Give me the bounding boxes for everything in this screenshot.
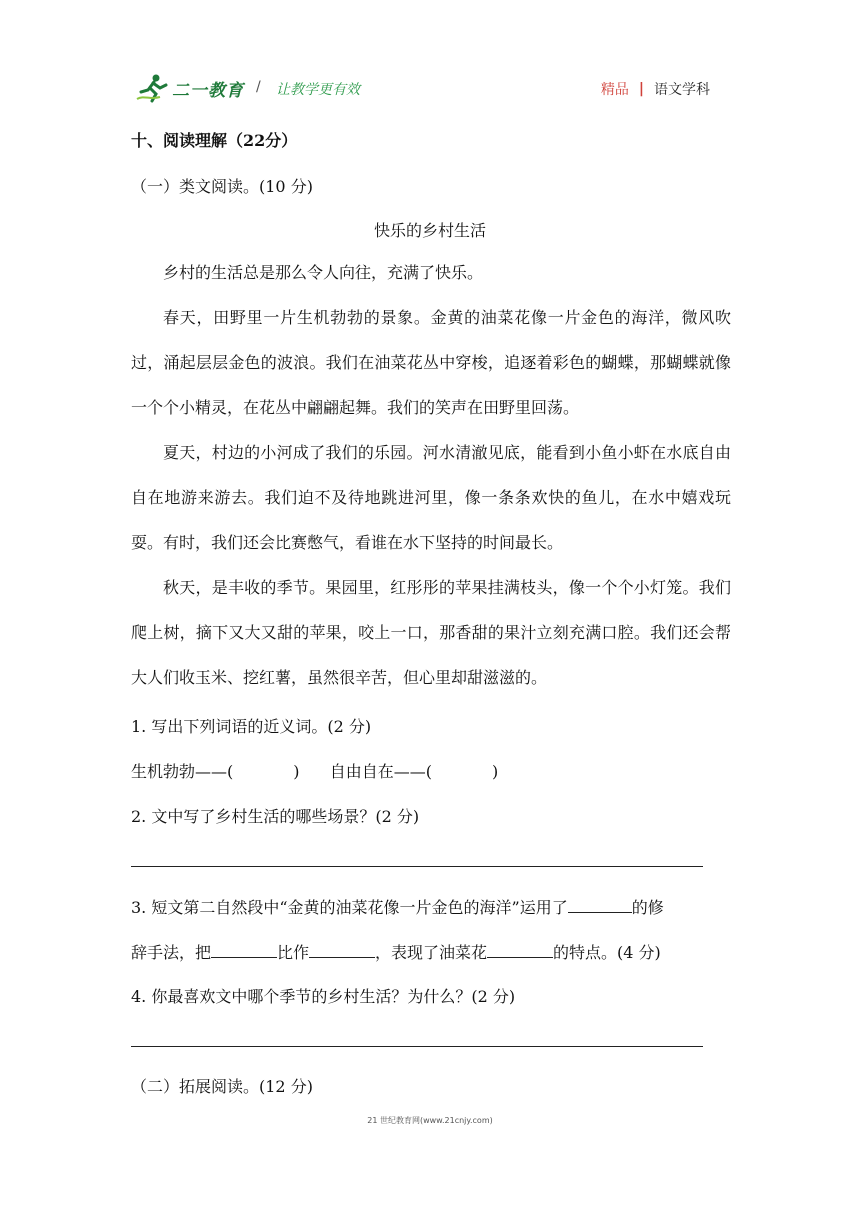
subject-badge bbox=[601, 79, 710, 99]
logo bbox=[136, 70, 244, 106]
q3-blank-feature[interactable] bbox=[487, 939, 553, 958]
page-footer: 21 世纪教育网(www.21cnjy.com) bbox=[367, 1116, 493, 1125]
slogan: 让教学更有效 bbox=[276, 82, 360, 98]
q3-blank-figure[interactable] bbox=[568, 894, 632, 913]
q3-blank-subject[interactable] bbox=[211, 939, 277, 958]
badge-quality: 精品 bbox=[600, 82, 629, 98]
q1-word-2: 自由自在——( bbox=[329, 762, 432, 781]
part2-heading: （二）拓展阅读。(12 分) bbox=[131, 1077, 313, 1096]
runner-logo-icon bbox=[136, 73, 170, 103]
part1-heading: （一）类文阅读。(10 分) bbox=[131, 177, 313, 196]
logo-text: 二一教育 bbox=[172, 80, 244, 101]
article-title: 快乐的乡村生活 bbox=[373, 221, 486, 240]
paragraph-summer: 夏天，村边的小河成了我们的乐园。河水清澈见底，能看到小鱼小虾在水底自由自在地游来游去。我们迫不及待地跳进河里，像一条条欢快的鱼儿，在水中嬉戏玩耍。有时，我们还会比赛憋气，看谁在水下坚持的时间最长。 bbox=[131, 443, 731, 552]
paragraph-spring: 春天，田野里一片生机勃勃的景象。金黄的油菜花像一片金色的海洋，微风吹过，涌起层层金色的波浪。我们在油菜花丛中穿梭，追逐着彩色的蝴蝶，那蝴蝶就像一个个小精灵，在花丛中翩翩起舞。我们的笑声在田野里回荡。 bbox=[131, 308, 731, 417]
question-1-items: 生机勃勃——( ) 自由自在——( ) bbox=[131, 762, 499, 781]
paragraph-intro: 乡村的生活总是那么令人向往，充满了快乐。 bbox=[163, 263, 484, 282]
q4-answer-line[interactable] bbox=[131, 1046, 703, 1047]
badge-subject: 语文学科 bbox=[654, 82, 710, 98]
q3-blank-object[interactable] bbox=[309, 939, 375, 958]
section-title: 十、阅读理解（22分） bbox=[131, 131, 298, 150]
question-3-line-1: 3. 短文第二自然段中“金黄的油菜花像一片金色的海洋”运用了 的修 bbox=[131, 894, 664, 918]
paragraph-autumn: 秋天，是丰收的季节。果园里，红彤彤的苹果挂满枝头，像一个个小灯笼。我们爬上树，摘下又大又甜的苹果，咬上一口，那香甜的果汁立刻充满口腔。我们还会帮大人们收玉米、挖红薯，虽然很辛苦，但心里却甜滋滋的。 bbox=[131, 578, 731, 687]
question-4: 4. 你最喜欢文中哪个季节的乡村生活？为什么？(2 分) bbox=[131, 987, 516, 1006]
page-header bbox=[136, 70, 736, 110]
slogan-separator: / bbox=[256, 79, 261, 95]
badge-divider: | bbox=[638, 81, 644, 97]
q1-word-1: 生机勃勃——( bbox=[131, 762, 234, 781]
question-1: 1. 写出下列词语的近义词。(2 分) bbox=[131, 717, 372, 736]
question-2: 2. 文中写了乡村生活的哪些场景？(2 分) bbox=[131, 807, 420, 826]
q2-answer-line[interactable] bbox=[131, 866, 703, 867]
question-3-line-2: 辞手法，把 比作 ，表现了油菜花 的特点。(4 分) bbox=[131, 939, 661, 963]
